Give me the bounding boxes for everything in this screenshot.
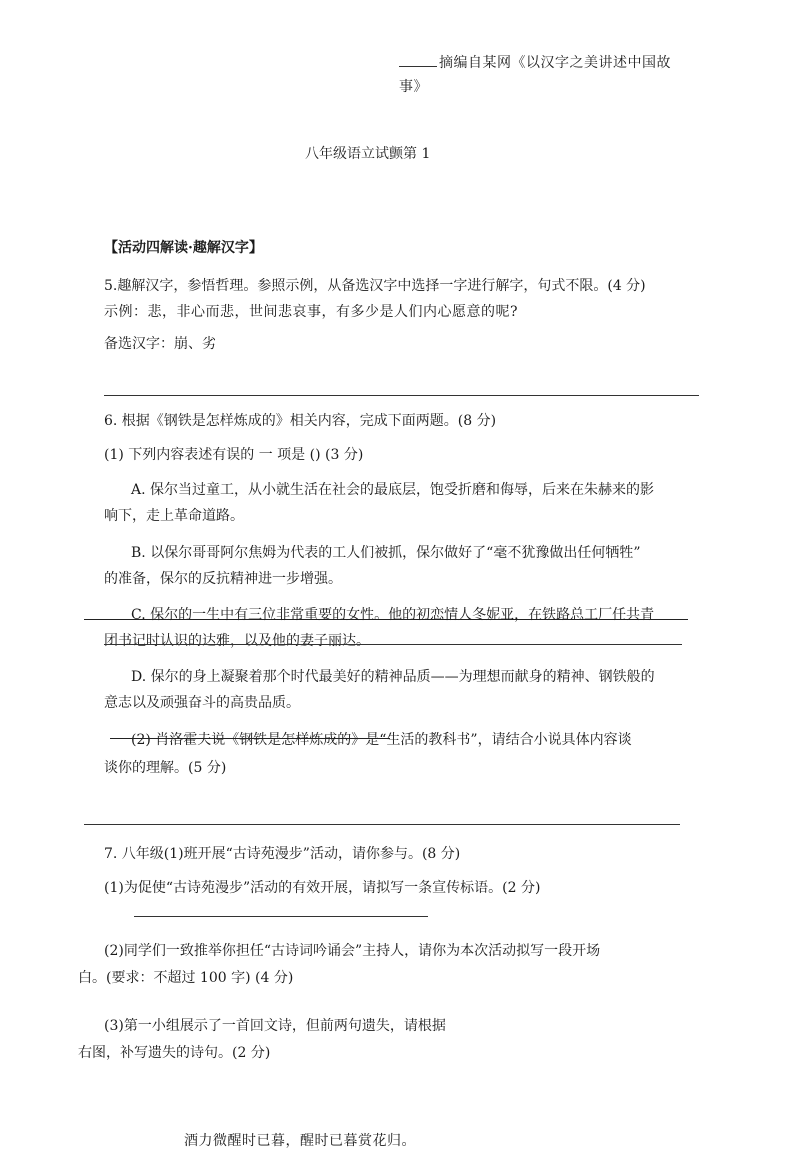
source-text-1: 摘编自某网《以汉字之美讲述中国故 (439, 55, 671, 71)
q5-example: 示例：悲，非心而悲，世间悲哀事，有多少是人们内心愿意的呢? (104, 304, 519, 320)
q7-sub1: (1)为促使“古诗苑漫步”活动的有效开展，请拟写一条宣传标语。(2 分) (104, 880, 541, 896)
q6-option-c-line1: C. 保尔的一生中有三位非常重要的女性。他的初恋情人冬妮亚，在铁路总工厂任共青 (131, 607, 655, 623)
q7-sub3-line1: (3)第一小组展示了一首回文诗，但前两句遗失，请根据 (104, 1018, 446, 1034)
q7-poem: 酒力微醒时已暮，醒时已暮赏花归。 (184, 1133, 416, 1149)
q6-option-b-line2: 的准备，保尔的反抗精神进一步增强。 (104, 571, 342, 587)
q6-option-c-strike (84, 619, 688, 620)
q7-slogan-line (134, 916, 428, 917)
q7-sub2-line2: 白。(要求：不超过 100 字) (4 分) (78, 970, 294, 986)
q7-sub2-line1: (2)同学们一致推举你担任“古诗词吟诵会”主持人，请你为本次活动拟写一段开场 (104, 943, 601, 959)
q6-option-c-line2: 团书记时认识的达雅，以及他的妻子丽达。 (104, 633, 370, 649)
source-attribution-line1 (399, 52, 671, 72)
q7-sub3-line2: 右图，补写遗失的诗句。(2 分) (78, 1045, 271, 1061)
q6-stem: 6. 根据《钢铁是怎样炼成的》相关内容，完成下面两题。(8 分) (104, 413, 497, 429)
q6-answer-line (84, 824, 680, 825)
q5-stem: 5.趣解汉字，参悟哲理。参照示例，从备选汉字中选择一字进行解字，句式不限。(4 分) (104, 278, 646, 294)
q5-candidates: 备选汉字：崩、劣 (104, 336, 216, 352)
q6-option-d-line2: 意志以及顽强奋斗的高贵品质。 (104, 695, 300, 711)
q6-option-b-line1: B. 以保尔哥哥阿尔焦姆为代表的工人们被抓，保尔做好了“毫不犹豫做出任何牺牲” (131, 545, 641, 561)
q6-sub2-line1: (2) 肖洛霍夫说《钢铁是怎样炼成的》是“生活的教科书”，请结合小说具体内容谈 (131, 732, 632, 748)
q6-option-d-line1: D. 保尔的身上凝聚着那个时代最美好的精神品质——为理想而献身的精神、钢铁般的 (131, 669, 655, 685)
q7-stem: 7. 八年级(1)班开展“古诗苑漫步”活动，请你参与。(8 分) (104, 846, 461, 862)
q6-option-c-underline (104, 644, 682, 645)
source-attribution-line2: 事》 (399, 79, 428, 95)
page-title: 八年级语立试颤第 1 (305, 146, 431, 162)
q5-answer-line (104, 395, 699, 396)
q6-sub1: (1) 下列内容表述有误的 一 项是 () (3 分) (104, 447, 364, 463)
source-blank (399, 54, 437, 67)
q6-sub2-strike (110, 738, 390, 739)
q6-sub2-line2: 谈你的理解。(5 分) (104, 760, 227, 776)
q6-option-a-line2: 响下，走上革命道路。 (104, 508, 244, 524)
section-heading: 【活动四解读·趣解汉字】 (104, 240, 263, 256)
q6-option-a-line1: A. 保尔当过童工，从小就生活在社会的最底层，饱受折磨和侮辱，后来在朱赫来的影 (131, 482, 655, 498)
